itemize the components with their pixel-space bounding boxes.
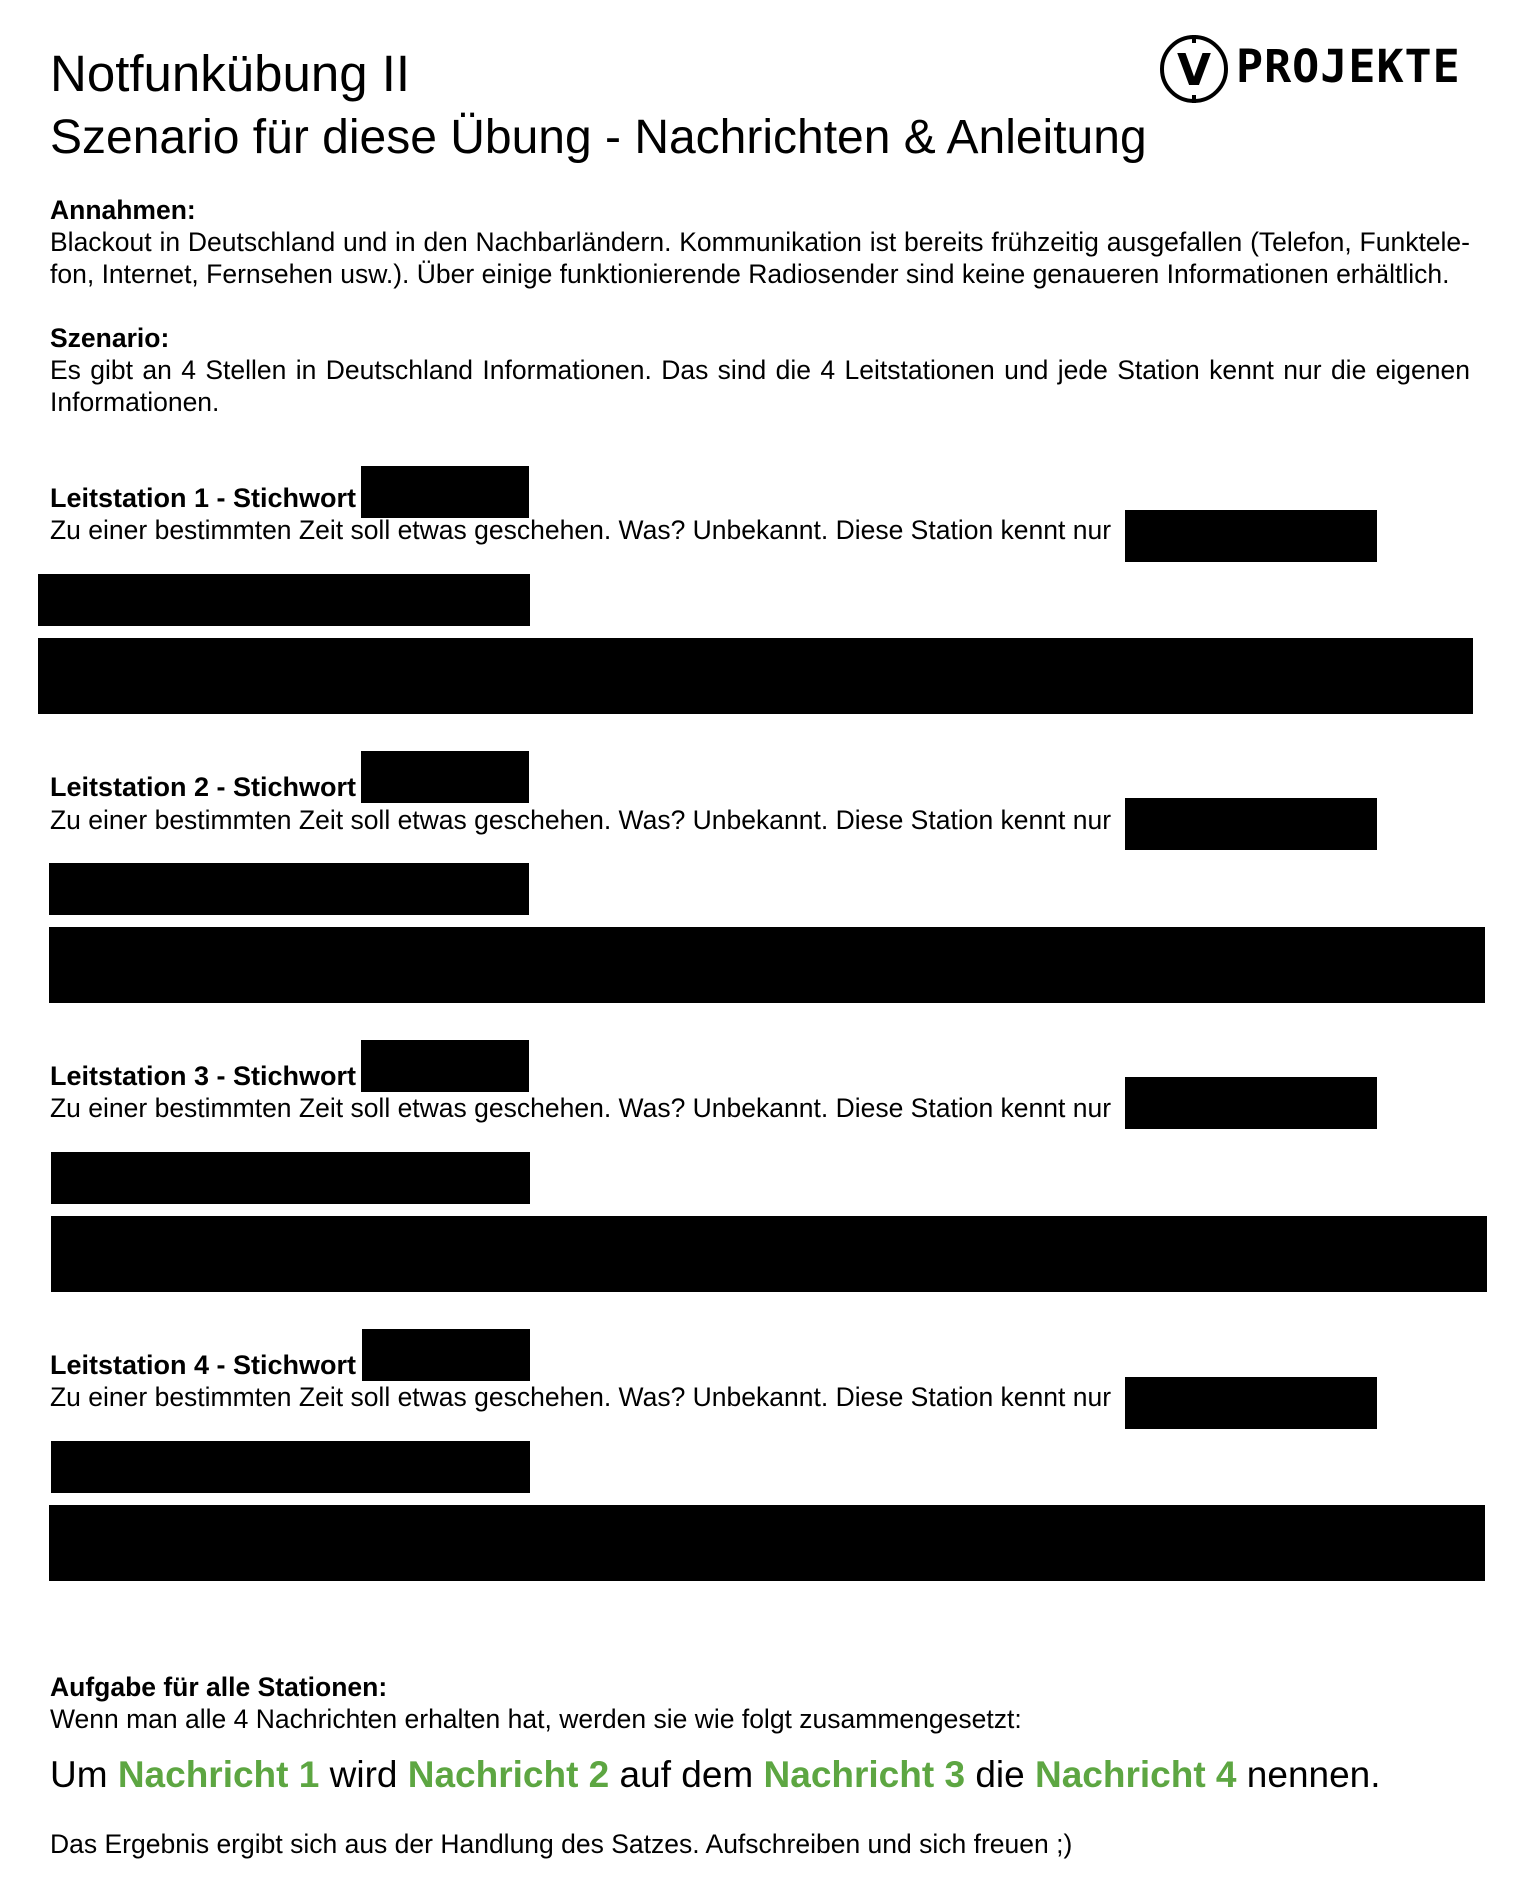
station-1-info-redaction	[1125, 510, 1377, 562]
station-4-heading: Leitstation 4 - Stichwort	[50, 1350, 357, 1380]
page-title: Notfunkübung II	[50, 45, 411, 102]
station-1-heading: Leitstation 1 - Stichwort	[50, 483, 357, 513]
page-subtitle: Szenario für diese Übung - Nachrichten & Anleitung	[50, 111, 1147, 164]
logo-mark: V	[1176, 45, 1212, 96]
sentence-word-3: auf dem	[619, 1754, 754, 1795]
projekte-logo	[1158, 33, 1468, 103]
assumptions-text: Blackout in Deutschland und in den Nachbarländern. Kommunikation ist bereits frühzeitig ausgefallen (Telefon, Funktele-fon, Internet, Fernsehen usw.). Über einige funktionierende Radiosender sind keine genaueren Informationen erhältlich.	[50, 227, 1470, 289]
task-heading: Aufgabe für alle Stationen:	[50, 1672, 388, 1702]
sentence-message-1: Nachricht 1	[117, 1754, 320, 1795]
station-1-block-redaction	[38, 638, 1473, 714]
station-4-keyword-redaction	[362, 1329, 530, 1381]
scenario-section	[50, 322, 1470, 418]
station-3-text: Zu einer bestimmten Zeit soll etwas geschehen. Was? Unbekannt. Diese Station kennt nur	[50, 1093, 1112, 1123]
sentence-message-2: Nachricht 2	[407, 1754, 610, 1795]
sentence-word-4: die	[975, 1754, 1025, 1795]
station-3-line-redaction	[51, 1152, 530, 1204]
scenario-text: Es gibt an 4 Stellen in Deutschland Informationen. Das sind die 4 Leitstationen und jede Station kennt nur die eigenen Informationen.	[50, 355, 1470, 417]
sentence-word-5: nennen.	[1246, 1754, 1381, 1795]
logo-text: PROJEKTE	[1236, 40, 1461, 93]
sentence-word-1: Um	[50, 1754, 108, 1795]
station-2-info-redaction	[1125, 798, 1377, 850]
station-1-line-redaction	[38, 574, 530, 626]
station-3-block-redaction	[51, 1216, 1487, 1292]
task-text: Wenn man alle 4 Nachrichten erhalten hat, werden sie wie folgt zusammengesetzt:	[50, 1704, 1022, 1734]
scenario-heading: Szenario:	[50, 323, 170, 353]
station-2-text: Zu einer bestimmten Zeit soll etwas geschehen. Was? Unbekannt. Diese Station kennt nur	[50, 805, 1112, 835]
closing-text: Das Ergebnis ergibt sich aus der Handlung des Satzes. Aufschreiben und sich freuen ;)	[50, 1829, 1073, 1859]
station-2-heading: Leitstation 2 - Stichwort	[50, 772, 357, 802]
station-4-block-redaction	[49, 1505, 1485, 1581]
station-3-heading: Leitstation 3 - Stichwort	[50, 1061, 357, 1091]
sentence-word-2: wird	[329, 1754, 398, 1795]
task-section	[50, 1671, 1470, 1735]
v-logo-icon	[1158, 33, 1230, 105]
assumptions-section	[50, 194, 1470, 290]
station-1-keyword-redaction	[361, 466, 529, 518]
station-2-block-redaction	[49, 927, 1485, 1003]
assumptions-heading: Annahmen:	[50, 195, 196, 225]
station-4-text: Zu einer bestimmten Zeit soll etwas geschehen. Was? Unbekannt. Diese Station kennt nur	[50, 1382, 1112, 1412]
station-1-text: Zu einer bestimmten Zeit soll etwas geschehen. Was? Unbekannt. Diese Station kennt nur	[50, 515, 1112, 545]
station-2-keyword-redaction	[361, 751, 529, 803]
station-4-line-redaction	[51, 1441, 530, 1493]
sentence-message-3: Nachricht 3	[763, 1754, 966, 1795]
station-4-info-redaction	[1125, 1377, 1377, 1429]
station-3-info-redaction	[1125, 1077, 1377, 1129]
assembly-sentence	[50, 1751, 1381, 1799]
sentence-message-4: Nachricht 4	[1035, 1754, 1237, 1795]
station-2-line-redaction	[49, 863, 529, 915]
station-3-keyword-redaction	[361, 1040, 529, 1092]
